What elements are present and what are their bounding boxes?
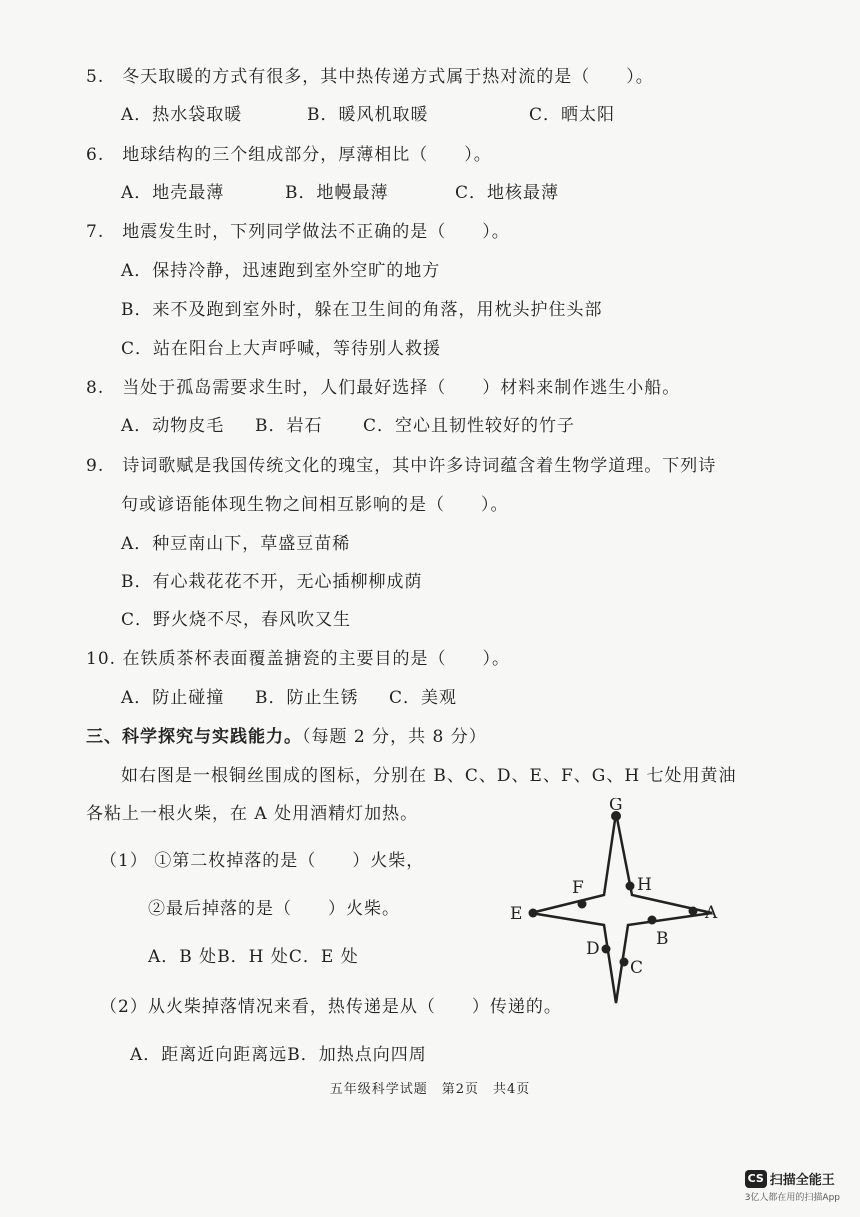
option-a: A．热水袋取暖 (121, 105, 243, 125)
question-9-stem-continued: 句或谚语能体现生物之间相互影响的是（ ）。 (121, 495, 509, 515)
section-title: 三、科学探究与实践能力。 (86, 727, 302, 747)
point-f-dot (578, 900, 587, 909)
option-b: B．防止生锈 (255, 688, 359, 708)
question-6-stem: 6. 地球结构的三个组成部分，厚薄相比（ ）。 (86, 145, 492, 165)
option-b: B．H 处 (217, 947, 289, 967)
question-7-option-a: A．保持冷静，迅速跑到室外空旷的地方 (121, 261, 441, 281)
question-9-option-c: C．野火烧不尽，春风吹又生 (121, 610, 352, 630)
question-8-stem: 8. 当处于孤岛需要求生时，人们最好选择（ ）材料来制作逃生小船。 (86, 378, 681, 398)
label-d: D (586, 939, 600, 959)
label-f: F (572, 878, 584, 898)
watermark-name: 扫描全能王 (769, 1173, 835, 1188)
question-9-option-a: A．种豆南山下，草盛豆苗稀 (121, 534, 351, 554)
section-3-intro-line-1: 如右图是一根铜丝围成的图标，分别在 B、C、D、E、F、G、H 七处用黄油 (121, 766, 737, 786)
point-a-dot (689, 907, 698, 916)
option-c: C．地核最薄 (455, 183, 560, 203)
option-c: C．美观 (389, 688, 458, 708)
subquestion-2-options (130, 1040, 427, 1065)
section-3-heading (86, 722, 487, 747)
label-g: G (609, 798, 623, 815)
question-9-stem: 9. 诗词歌赋是我国传统文化的瑰宝，其中许多诗词蕴含着生物学道理。下列诗 (86, 456, 717, 476)
section-points: （每题 2 分，共 8 分） (302, 727, 487, 747)
option-a: A．动物皮毛 (121, 416, 225, 436)
subquestion-1a: （1） ①第二枚掉落的是（ ）火柴， (100, 851, 425, 871)
option-a: A．距离近向距离远 (130, 1045, 288, 1065)
label-b: B (656, 929, 669, 949)
question-8-options (121, 411, 575, 436)
point-b-dot (648, 916, 657, 925)
question-5-stem: 5. 冬天取暖的方式有很多，其中热传递方式属于热对流的是（ ）。 (86, 67, 654, 87)
option-c: C．E 处 (288, 947, 359, 967)
question-6-options (121, 178, 559, 203)
question-7-option-b: B．来不及跑到室外时，躲在卫生间的角落，用枕头护住头部 (121, 300, 603, 320)
label-c: C (630, 958, 644, 978)
copper-wire-star-figure (500, 798, 740, 1008)
label-a: A (705, 903, 718, 923)
question-10-options (121, 683, 457, 708)
option-b: B．岩石 (255, 416, 323, 436)
option-b: B．加热点向四周 (287, 1045, 427, 1065)
option-c: C．空心且韧性较好的竹子 (363, 416, 576, 436)
star-outline (531, 813, 712, 1003)
option-b: B．暖风机取暖 (307, 105, 429, 125)
option-a: A．防止碰撞 (121, 688, 225, 708)
question-9-option-b: B．有心栽花花不开，无心插柳柳成荫 (121, 572, 423, 592)
watermark-tagline: 3亿人都在用的扫描App (744, 1193, 840, 1203)
section-3-intro-line-2: 各粘上一根火柴，在 A 处用酒精灯加热。 (86, 804, 419, 824)
page-footer: 五年级科学试题 第2页 共4页 (329, 1082, 531, 1097)
point-h-dot (626, 882, 635, 891)
option-a: A．地壳最薄 (121, 183, 225, 203)
subquestion-1b: ②最后掉落的是（ ）火柴。 (148, 899, 400, 919)
question-5-options (121, 100, 615, 125)
option-a: A．B 处 (148, 947, 218, 967)
point-d-dot (602, 945, 611, 954)
subquestion-1-options (148, 942, 359, 967)
camscanner-logo-icon: CS (745, 1170, 767, 1188)
label-h: H (637, 875, 652, 895)
question-7-option-c: C．站在阳台上大声呼喊，等待别人救援 (121, 339, 442, 359)
question-7-stem: 7. 地震发生时，下列同学做法不正确的是（ ）。 (86, 222, 510, 242)
point-e-dot (529, 909, 538, 918)
point-c-dot (620, 958, 629, 967)
scanner-watermark (745, 1168, 840, 1203)
option-b: B．地幔最薄 (285, 183, 389, 203)
question-10-stem: 10. 在铁质茶杯表面覆盖搪瓷的主要目的是（ ）。 (86, 649, 510, 669)
subquestion-2: （2）从火柴掉落情况来看，热传递是从（ ）传递的。 (100, 997, 562, 1017)
label-e: E (510, 904, 523, 924)
option-c: C．晒太阳 (529, 105, 616, 125)
